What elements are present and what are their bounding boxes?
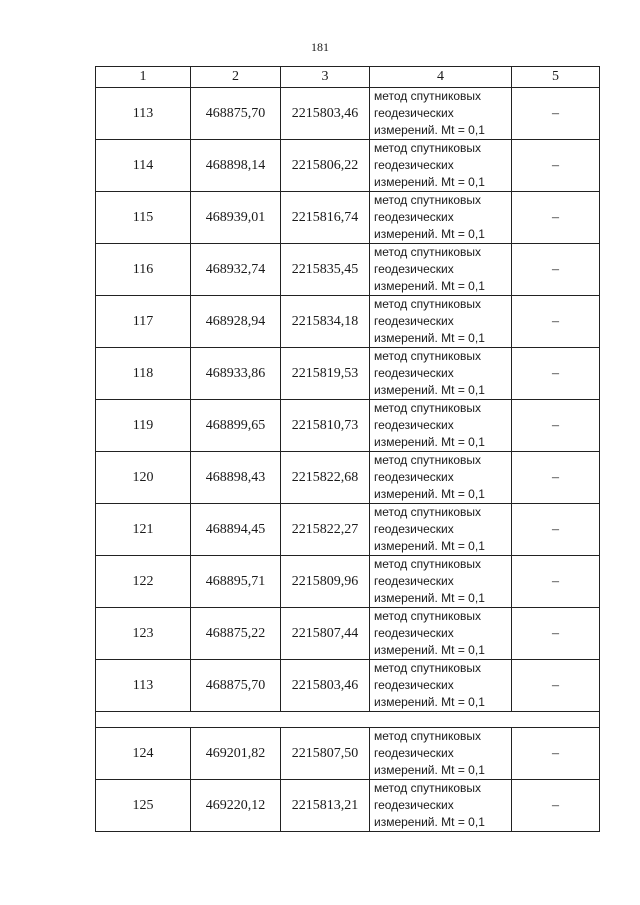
method-line: геодезических [374,798,454,812]
y-coordinate-cell: 2215810,73 [281,400,370,452]
method-line: геодезических [374,522,454,536]
method-line: геодезических [374,746,454,760]
method-line: метод спутниковых [374,141,482,155]
method-line: геодезических [374,470,454,484]
y-coordinate-cell: 2215803,46 [281,660,370,712]
table-row [96,400,600,452]
table-row [96,88,600,140]
method-line: геодезических [374,314,454,328]
note-cell: – [512,728,600,780]
y-coordinate-cell: 2215807,50 [281,728,370,780]
x-coordinate-cell: 468898,14 [191,140,281,192]
x-coordinate-cell: 469201,82 [191,728,281,780]
x-coordinate-cell: 468875,22 [191,608,281,660]
method-line: геодезических [374,158,454,172]
table-row [96,780,600,832]
method-line: геодезических [374,210,454,224]
y-coordinate-cell: 2215816,74 [281,192,370,244]
table-row [96,192,600,244]
method-line: измерений. Mt = 0,1 [374,175,485,189]
method-cell [370,244,512,296]
method-line: измерений. Mt = 0,1 [374,331,485,345]
y-coordinate-cell: 2215819,53 [281,348,370,400]
table-row [96,348,600,400]
method-line: метод спутниковых [374,453,482,467]
group-separator-row [96,712,600,728]
method-line: измерений. Mt = 0,1 [374,815,485,829]
y-coordinate-cell: 2215803,46 [281,88,370,140]
method-line: измерений. Mt = 0,1 [374,695,485,709]
method-line: измерений. Mt = 0,1 [374,123,485,137]
method-line: метод спутниковых [374,609,482,623]
table-row [96,728,600,780]
method-cell [370,728,512,780]
y-coordinate-cell: 2215835,45 [281,244,370,296]
method-cell [370,452,512,504]
point-number-cell: 119 [96,400,191,452]
point-number-cell: 124 [96,728,191,780]
method-cell [370,556,512,608]
table-row [96,556,600,608]
note-cell: – [512,504,600,556]
x-coordinate-cell: 468939,01 [191,192,281,244]
header-col-2: 2 [191,67,281,88]
method-line: геодезических [374,574,454,588]
method-cell [370,348,512,400]
x-coordinate-cell: 468928,94 [191,296,281,348]
note-cell: – [512,608,600,660]
method-cell [370,660,512,712]
point-number-cell: 114 [96,140,191,192]
group-separator-cell [96,712,600,728]
y-coordinate-cell: 2215822,68 [281,452,370,504]
point-number-cell: 123 [96,608,191,660]
note-cell: – [512,140,600,192]
method-line: геодезических [374,418,454,432]
page-number: 181 [311,40,329,54]
point-number-cell: 120 [96,452,191,504]
method-line: измерений. Mt = 0,1 [374,487,485,501]
table-row [96,608,600,660]
y-coordinate-cell: 2215813,21 [281,780,370,832]
method-line: метод спутниковых [374,193,482,207]
method-line: геодезических [374,106,454,120]
note-cell: – [512,780,600,832]
note-cell: – [512,348,600,400]
method-cell [370,296,512,348]
y-coordinate-cell: 2215834,18 [281,296,370,348]
method-line: геодезических [374,366,454,380]
y-coordinate-cell: 2215809,96 [281,556,370,608]
method-cell [370,88,512,140]
method-cell [370,192,512,244]
point-number-cell: 118 [96,348,191,400]
method-line: метод спутниковых [374,245,482,259]
method-line: измерений. Mt = 0,1 [374,227,485,241]
header-col-1: 1 [96,67,191,88]
x-coordinate-cell: 468898,43 [191,452,281,504]
note-cell: – [512,452,600,504]
method-line: измерений. Mt = 0,1 [374,643,485,657]
x-coordinate-cell: 468875,70 [191,660,281,712]
table-row [96,244,600,296]
method-line: измерений. Mt = 0,1 [374,763,485,777]
method-cell [370,140,512,192]
x-coordinate-cell: 468875,70 [191,88,281,140]
point-number-cell: 125 [96,780,191,832]
method-line: метод спутниковых [374,557,482,571]
note-cell: – [512,556,600,608]
y-coordinate-cell: 2215806,22 [281,140,370,192]
point-number-cell: 113 [96,660,191,712]
y-coordinate-cell: 2215822,27 [281,504,370,556]
table-row [96,660,600,712]
header-col-3: 3 [281,67,370,88]
table-row [96,504,600,556]
method-line: геодезических [374,626,454,640]
table-row [96,140,600,192]
x-coordinate-cell: 468894,45 [191,504,281,556]
method-line: измерений. Mt = 0,1 [374,383,485,397]
note-cell: – [512,660,600,712]
table-row [96,296,600,348]
point-number-cell: 113 [96,88,191,140]
method-cell [370,504,512,556]
y-coordinate-cell: 2215807,44 [281,608,370,660]
x-coordinate-cell: 469220,12 [191,780,281,832]
method-line: метод спутниковых [374,781,482,795]
note-cell: – [512,192,600,244]
method-line: метод спутниковых [374,661,482,675]
method-line: измерений. Mt = 0,1 [374,435,485,449]
table-header [96,67,600,88]
method-line: метод спутниковых [374,297,482,311]
x-coordinate-cell: 468932,74 [191,244,281,296]
table-row [96,452,600,504]
note-cell: – [512,296,600,348]
point-number-cell: 115 [96,192,191,244]
method-line: метод спутниковых [374,89,482,103]
point-number-cell: 116 [96,244,191,296]
note-cell: – [512,244,600,296]
coordinates-table [95,66,600,832]
x-coordinate-cell: 468933,86 [191,348,281,400]
method-line: измерений. Mt = 0,1 [374,591,485,605]
method-line: метод спутниковых [374,349,482,363]
note-cell: – [512,88,600,140]
method-line: геодезических [374,262,454,276]
method-line: геодезических [374,678,454,692]
method-cell [370,400,512,452]
header-col-5: 5 [512,67,600,88]
point-number-cell: 117 [96,296,191,348]
method-cell [370,608,512,660]
x-coordinate-cell: 468899,65 [191,400,281,452]
method-line: метод спутниковых [374,729,482,743]
method-line: метод спутниковых [374,401,482,415]
method-line: измерений. Mt = 0,1 [374,539,485,553]
method-line: метод спутниковых [374,505,482,519]
note-cell: – [512,400,600,452]
x-coordinate-cell: 468895,71 [191,556,281,608]
method-cell [370,780,512,832]
table-body [96,88,600,832]
method-line: измерений. Mt = 0,1 [374,279,485,293]
header-col-4: 4 [370,67,512,88]
point-number-cell: 122 [96,556,191,608]
point-number-cell: 121 [96,504,191,556]
